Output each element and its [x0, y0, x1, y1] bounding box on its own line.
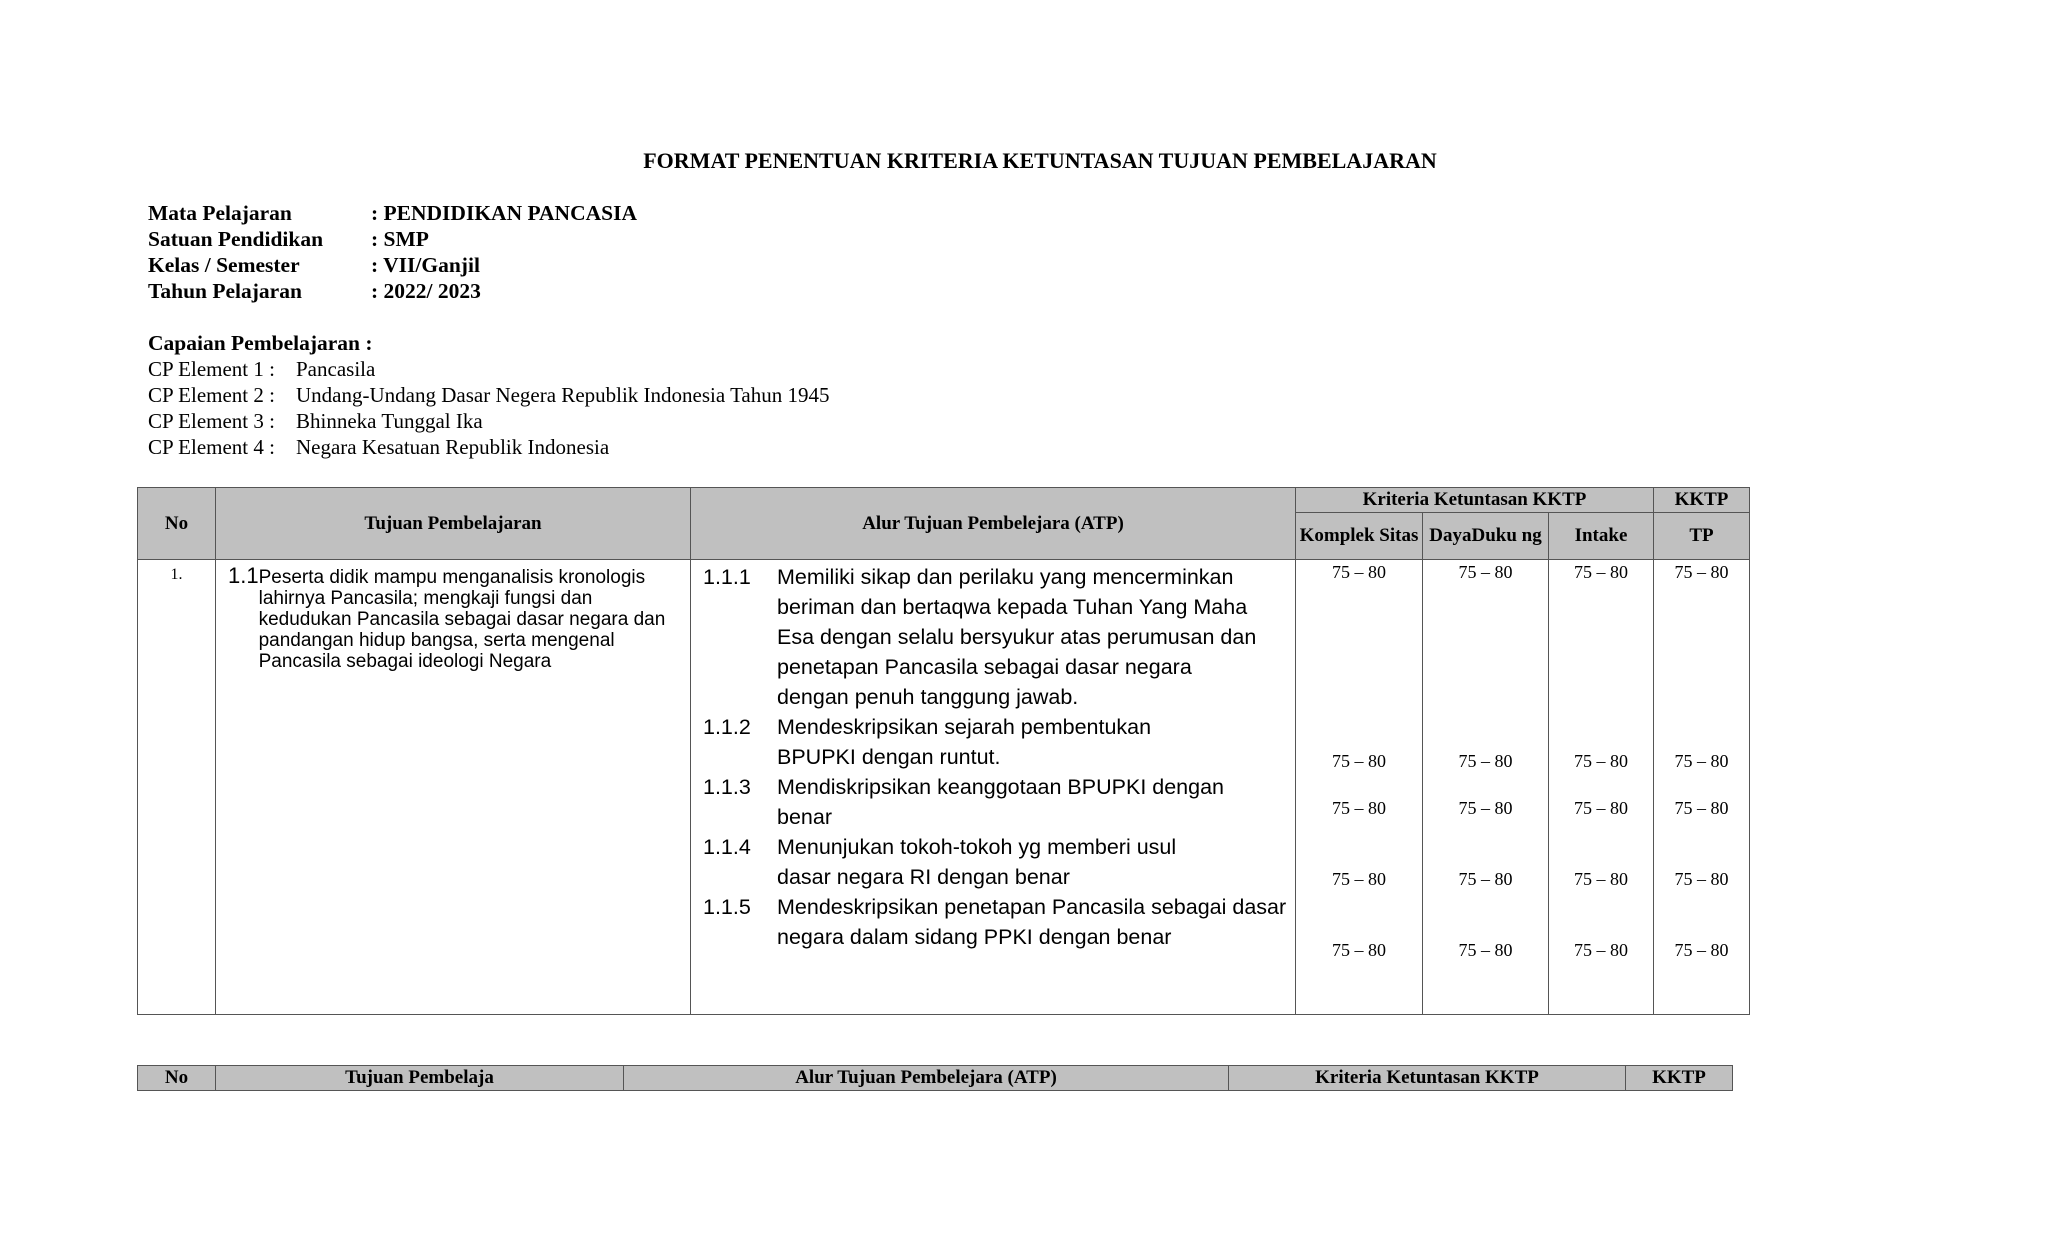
- intake-value: 75 – 80: [1574, 798, 1628, 818]
- komplek-value: 75 – 80: [1332, 940, 1386, 960]
- tp-value: 75 – 80: [1674, 869, 1729, 889]
- tp-number: 1.1: [228, 563, 259, 588]
- tp-value: 75 – 80: [1674, 798, 1729, 818]
- atp-number: 1.1.5: [703, 895, 751, 919]
- header-alur: Alur Tujuan Pembelejara (ATP): [624, 1066, 1229, 1091]
- cp-label: CP Element 2 :: [148, 383, 275, 407]
- intake-cell: [1549, 560, 1654, 1015]
- cp-label: CP Element 4 :: [148, 435, 275, 459]
- cp-element: [148, 382, 830, 408]
- header-intake: Intake: [1549, 513, 1654, 560]
- capaian-section: [148, 330, 830, 460]
- atp-text: Mendeskripsikan sejarah pembentukan BPUPKI dengan runtut.: [777, 715, 1152, 769]
- komplek-value: 75 – 80: [1332, 562, 1386, 582]
- atp-text: Mendeskripsikan penetapan Pancasila sebagai dasar negara dalam sidang PPKI dengan benar: [777, 895, 1287, 949]
- cp-label: CP Element 3 :: [148, 409, 275, 433]
- atp-number: 1.1.4: [703, 835, 751, 859]
- header-tujuan: Tujuan Pembelajaran: [216, 488, 691, 560]
- atp-item: [703, 712, 1287, 772]
- header-row: [138, 1066, 1733, 1091]
- meta-row-class: [148, 252, 637, 278]
- atp-number: 1.1.2: [703, 715, 751, 739]
- header-row: [138, 488, 1750, 513]
- meta-row-year: [148, 278, 637, 304]
- document-title: FORMAT PENENTUAN KRITERIA KETUNTASAN TUJUAN PEMBELAJARAN: [643, 148, 1437, 173]
- meta-label: Tahun Pelajaran: [148, 279, 302, 303]
- cp-element: [148, 408, 830, 434]
- komplek-value: 75 – 80: [1332, 751, 1386, 771]
- header-alur: Alur Tujuan Pembelejara (ATP): [691, 488, 1296, 560]
- meta-value: : 2022/ 2023: [371, 279, 481, 303]
- tujuan-cell: [216, 560, 691, 1015]
- row-number: 1.: [138, 560, 216, 1015]
- header-kriteria: Kriteria Ketuntasan KKTP: [1296, 488, 1654, 513]
- atp-cell: [691, 560, 1296, 1015]
- header-daya: DayaDuku ng: [1423, 513, 1549, 560]
- intake-value: 75 – 80: [1574, 562, 1628, 582]
- daya-value: 75 – 80: [1458, 940, 1513, 960]
- meta-info: [148, 200, 637, 304]
- capaian-heading: Capaian Pembelajaran :: [148, 331, 373, 355]
- header-tujuan: Tujuan Pembelaja: [216, 1066, 624, 1091]
- atp-text: Memiliki sikap dan perilaku yang mencerminkan beriman dan bertaqwa kepada Tuhan Yang Maha Esa dengan selalu bersyukur atas perumusan dan penetapan Pancasila sebagai dasar negara dengan penuh tanggung jawab.: [777, 565, 1257, 709]
- header-tp: TP: [1654, 513, 1750, 560]
- komplek-cell: [1296, 560, 1423, 1015]
- meta-row-school: [148, 226, 637, 252]
- atp-item: [703, 562, 1287, 712]
- tp-text: Peserta didik mampu menganalisis kronologis lahirnya Pancasila; mengkaji fungsi dan kedudukan Pancasila sebagai dasar negara dan pandangan hidup bangsa, serta mengenal Pancasila sebagai ideologi Negara: [258, 567, 666, 672]
- cp-value: Bhinneka Tunggal Ika: [296, 409, 483, 433]
- daya-value: 75 – 80: [1458, 751, 1513, 771]
- daya-cell: [1423, 560, 1549, 1015]
- cp-value: Negara Kesatuan Republik Indonesia: [296, 435, 610, 459]
- kktp-table: [137, 487, 1750, 1015]
- tp-value-cell: [1654, 560, 1750, 1015]
- header-komplek: Komplek Sitas: [1296, 513, 1423, 560]
- meta-label: Mata Pelajaran: [148, 201, 292, 225]
- header-no: No: [138, 488, 216, 560]
- atp-item: [703, 772, 1287, 832]
- komplek-value: 75 – 80: [1332, 869, 1386, 889]
- komplek-value: 75 – 80: [1332, 798, 1386, 818]
- intake-value: 75 – 80: [1574, 869, 1628, 889]
- atp-number: 1.1.3: [703, 775, 751, 799]
- meta-row-subject: [148, 200, 637, 226]
- meta-label: Kelas / Semester: [148, 253, 300, 277]
- cp-element: [148, 434, 830, 460]
- cp-value: Undang-Undang Dasar Negera Republik Indonesia Tahun 1945: [296, 383, 830, 407]
- meta-value: : SMP: [371, 227, 429, 251]
- meta-value: : PENDIDIKAN PANCASIA: [371, 201, 637, 225]
- daya-value: 75 – 80: [1458, 869, 1513, 889]
- intake-value: 75 – 80: [1574, 751, 1628, 771]
- header-kktp: KKTP: [1626, 1066, 1733, 1091]
- meta-label: Satuan Pendidikan: [148, 227, 324, 251]
- daya-value: 75 – 80: [1458, 562, 1513, 582]
- cp-label: CP Element 1 :: [148, 357, 275, 381]
- header-kriteria: Kriteria Ketuntasan KKTP: [1229, 1066, 1626, 1091]
- tp-value: 75 – 80: [1674, 940, 1729, 960]
- atp-text: Mendiskripsikan keanggotaan BPUPKI dengan benar: [777, 775, 1225, 829]
- header-no: No: [138, 1066, 216, 1091]
- cp-element: [148, 356, 830, 382]
- atp-text: Menunjukan tokoh-tokoh yg memberi usul dasar negara RI dengan benar: [777, 835, 1177, 889]
- daya-value: 75 – 80: [1458, 798, 1513, 818]
- cp-value: Pancasila: [296, 357, 376, 381]
- atp-item: [703, 892, 1287, 952]
- kktp-table-2: [137, 1065, 1733, 1091]
- intake-value: 75 – 80: [1574, 940, 1628, 960]
- atp-number: 1.1.1: [703, 565, 751, 589]
- header-kktp: KKTP: [1654, 488, 1750, 513]
- table-row: [138, 560, 1750, 1015]
- tp-value: 75 – 80: [1674, 751, 1729, 771]
- meta-value: : VII/Ganjil: [371, 253, 480, 277]
- tp-value: 75 – 80: [1674, 562, 1729, 582]
- atp-item: [703, 832, 1287, 892]
